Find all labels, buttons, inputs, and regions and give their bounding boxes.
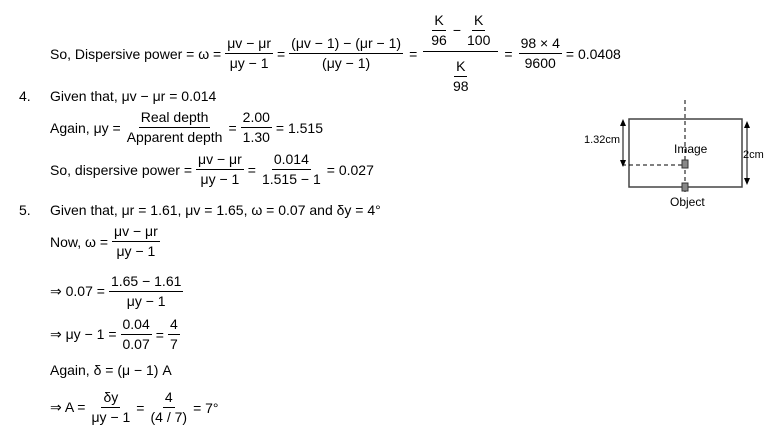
- numerator: μv − μr: [112, 222, 160, 242]
- denominator: 96: [431, 32, 447, 48]
- denominator: 100: [467, 32, 491, 48]
- fraction: [125, 108, 225, 147]
- q5-substitution-line: [50, 272, 187, 311]
- height-label-left: 1.32cm: [584, 134, 621, 146]
- equals: =: [409, 45, 418, 62]
- denominator: 0.07: [122, 336, 150, 352]
- text: Again, μy =: [50, 119, 121, 136]
- question-number: 4.: [19, 88, 31, 104]
- denominator: 98: [453, 78, 469, 94]
- text: Given that, μr = 1.61, μv = 1.65, ω = 0.07 and δy = 4°: [50, 202, 381, 218]
- text: Given that, μv − μr = 0.014: [50, 88, 217, 104]
- image-label: Image: [674, 142, 708, 156]
- fraction: [260, 150, 323, 189]
- numerator: μv − μr: [225, 34, 273, 54]
- numerator: [423, 10, 498, 52]
- denominator: μy − 1: [200, 171, 240, 187]
- denominator: Apparent depth: [126, 129, 223, 145]
- question-number: 5.: [19, 202, 31, 218]
- denominator: (4 / 7): [150, 409, 188, 425]
- fraction: [225, 34, 273, 73]
- minus: −: [452, 22, 462, 38]
- result: = 1.515: [275, 119, 324, 136]
- equals: =: [504, 45, 513, 62]
- numerator: 98 × 4: [519, 34, 562, 54]
- q5-angle-line: [50, 388, 219, 427]
- text: ⇒ 0.07 =: [50, 283, 105, 299]
- q5-mu-line: [50, 315, 184, 354]
- q4-dispersive-power-line: [50, 150, 374, 189]
- result: = 7°: [193, 399, 219, 416]
- denominator: μy − 1: [229, 55, 269, 71]
- numerator: Real depth: [139, 108, 211, 128]
- numerator: 2.00: [241, 108, 272, 128]
- equals: =: [247, 161, 256, 178]
- denominator: 1.515 − 1: [261, 171, 321, 187]
- equals: =: [136, 399, 145, 416]
- numerator: K: [454, 57, 467, 77]
- q5-given: [50, 202, 381, 218]
- object-label: Object: [670, 195, 705, 209]
- fraction: [465, 11, 492, 50]
- denominator: (μy − 1): [322, 55, 371, 71]
- fraction: [109, 272, 183, 311]
- numerator: (μv − 1) − (μr − 1): [289, 34, 403, 54]
- fraction: [196, 150, 244, 189]
- result: = 0.0408: [565, 45, 621, 62]
- height-label-right: 2cm: [743, 149, 764, 161]
- text: Now, ω =: [50, 233, 109, 250]
- numerator: 0.014: [272, 150, 311, 170]
- denominator: μy − 1: [116, 243, 156, 259]
- fraction: [519, 34, 562, 73]
- denominator: 7: [169, 336, 178, 352]
- fraction: [289, 34, 403, 73]
- equals: =: [276, 45, 286, 62]
- fraction: [112, 222, 160, 261]
- denominator: [445, 52, 477, 97]
- text: ⇒ μy − 1 =: [50, 326, 117, 342]
- numerator: K: [432, 11, 445, 31]
- fraction: [168, 315, 180, 354]
- numerator: 1.65 − 1.61: [109, 272, 183, 292]
- denominator: 9600: [524, 55, 556, 71]
- text: So, Dispersive power = ω =: [50, 45, 222, 62]
- fraction: [241, 108, 272, 147]
- q5-omega-line: [50, 222, 164, 261]
- fraction: [89, 388, 132, 427]
- denominator: μy − 1: [126, 293, 166, 309]
- q3-dispersive-power-line: [50, 10, 621, 97]
- text: ⇒ A =: [50, 399, 86, 415]
- equals: =: [228, 119, 237, 136]
- fraction: [148, 388, 189, 427]
- q5-deviation-line: [50, 362, 172, 378]
- q4-refractive-index-line: [50, 108, 323, 147]
- numerator: μv − μr: [196, 150, 244, 170]
- compound-fraction: [423, 10, 498, 97]
- result: = 0.027: [326, 161, 374, 178]
- fraction: [121, 315, 152, 354]
- numerator: 4: [163, 388, 175, 408]
- fraction: [429, 11, 449, 50]
- q4-given: [50, 88, 216, 104]
- numerator: 4: [168, 315, 180, 335]
- glass-slab-diagram: [570, 100, 770, 220]
- numerator: δy: [101, 388, 120, 408]
- numerator: 0.04: [121, 315, 152, 335]
- equals: =: [155, 326, 164, 343]
- text: So, dispersive power =: [50, 161, 193, 178]
- numerator: K: [472, 11, 485, 31]
- text: Again, δ = (μ − 1) A: [50, 362, 172, 378]
- denominator: 1.30: [242, 129, 270, 145]
- denominator: μy − 1: [91, 409, 131, 425]
